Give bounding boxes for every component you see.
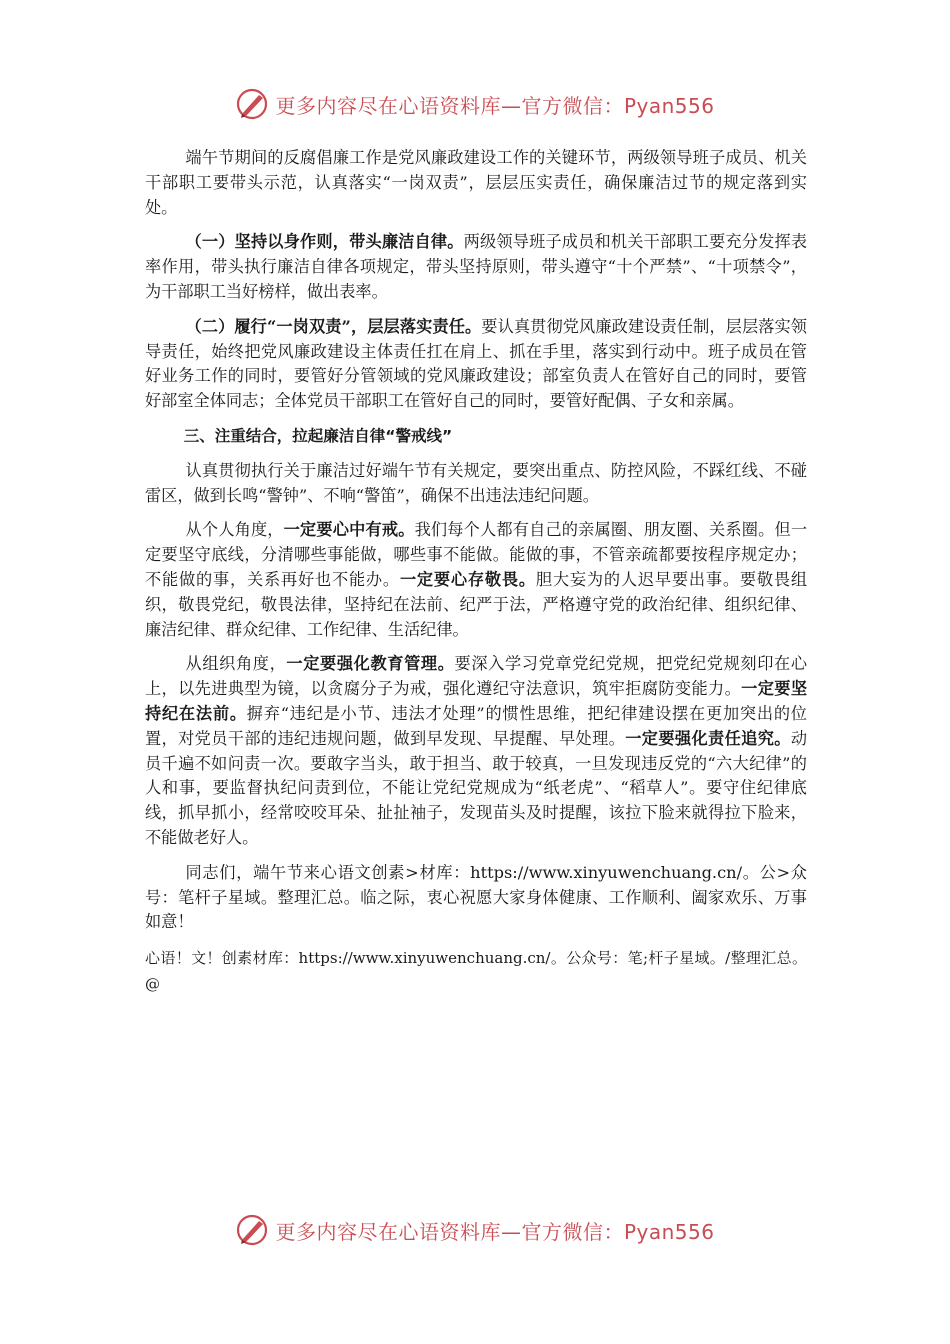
document-body [145,146,807,1007]
point-two-body: 要认真贯彻党风廉政建设责任制，层层落实领导责任，始终把党风廉政建设主体责任扛在肩上、抓在手里，落实到行动中。班子成员在管好业务工作的同时，要管好分管领域的党风廉政建设；部室负责人在管好自己的同时，要管好部室全体同志；全体党员干部职工在管好自己的同时，要管好配偶、子女和亲属。 [145,316,807,411]
section-three-heading: 三、注重结合，拉起廉洁自律“警戒线” [183,426,453,445]
paragraph-organization-angle [145,652,807,850]
pen-in-circle-logo-icon [235,87,269,121]
org-emphasis-one: 一定要强化教育管理。 [286,654,455,674]
header-banner [0,86,950,122]
paragraph-closing: 同志们，端午节来心语文创素>材库：https://www.xinyuwenchuang.cn/。公>众号：笔杆子星域。整理汇总。临之际，衷心祝愿大家身体健康、工作顺利、阖家欢乐、万事如意！ [145,862,807,932]
source-note: 心语！文！创素材库：https://www.xinyuwenchuang.cn/。公众号：笔;杆子星域。/整理汇总。@ [145,949,807,994]
paragraph-personal-angle [145,518,807,642]
org-lead: 从组织角度， [185,654,287,674]
point-two-heading: （二）履行“一岗双责”，层层落实责任。 [185,316,482,336]
personal-body-two: 胆大妄为的人迟早要出事。要敬畏组织，敬畏党纪，敬畏法律，坚持纪在法前、纪严于法，严格遵守党的政治纪律、组织纪律、廉洁纪律、群众纪律、工作纪律、生活纪律。 [145,569,808,639]
personal-lead: 从个人角度， [185,520,284,540]
paragraph-point-two [145,315,807,414]
footer-banner-text: 更多内容尽在心语资料库—官方微信：Pyan556 [275,1219,715,1244]
pen-in-circle-logo-icon [235,1213,269,1247]
personal-emphasis-two: 一定要心存敬畏。 [399,569,536,589]
org-body-one: 要深入学习党章党纪党规，把党纪党规刻印在心上，以先进典型为镜，以贪腐分子为戒，强化遵纪守法意识，筑牢拒腐防变能力。 [145,654,808,699]
personal-body-one: 我们每个人都有自己的亲属圈、朋友圈、关系圈。但一定要坚守底线，分清哪些事能做，哪些事不能做。能做的事，不管亲疏都要按程序规定办；不能做的事，关系再好也不能办。 [145,520,808,589]
paragraph-section-three-intro: 认真贯彻执行关于廉洁过好端午节有关规定，要突出重点、防控风险，不踩红线、不碰雷区，做到长鸣“警钟”、不响“警笛”，确保不出违法违纪问题。 [145,460,807,505]
org-emphasis-three: 一定要强化责任追究。 [625,728,791,748]
point-one-heading: （一）坚持以身作则，带头廉洁自律。 [185,232,464,252]
paragraph-point-one [145,230,807,304]
org-emphasis-two: 一定要坚持纪在法前。 [145,679,808,723]
paragraph-intro: 端午节期间的反腐倡廉工作是党风廉政建设工作的关键环节，两级领导班子成员、机关干部职工要带头示范，认真落实“一岗双责”，层层压实责任，确保廉洁过节的规定落到实处。 [145,148,807,217]
footer-banner [0,1212,950,1248]
point-one-body: 两级领导班子成员和机关干部职工要充分发挥表率作用，带头执行廉洁自律各项规定，带头坚持原则，带头遵守“十个严禁”、“十项禁令”，为干部职工当好榜样，做出表率。 [145,232,808,301]
org-body-three: 动员千遍不如问责一次。要敢字当头，敢于担当、敢于较真，一旦发现违反党的“六大纪律”的人和事，要监督执纪问责到位，不能让党纪党规成为“纸老虎”、“稻草人”。要守住纪律底线，抓早抓小，经常咬咬耳朵、扯扯袖子，发现苗头及时提醒，该拉下脸来就得拉下脸来，不能做老好人。 [145,728,807,847]
org-body-two: 摒弃“违纪是小节、违法才处理”的惯性思维，把纪律建设摆在更加突出的位置，对党员干部的违纪违规问题，做到早发现、早提醒、早处理。 [145,703,807,748]
personal-emphasis-one: 一定要心中有戒。 [283,520,415,540]
header-banner-text: 更多内容尽在心语资料库—官方微信：Pyan556 [275,93,715,118]
